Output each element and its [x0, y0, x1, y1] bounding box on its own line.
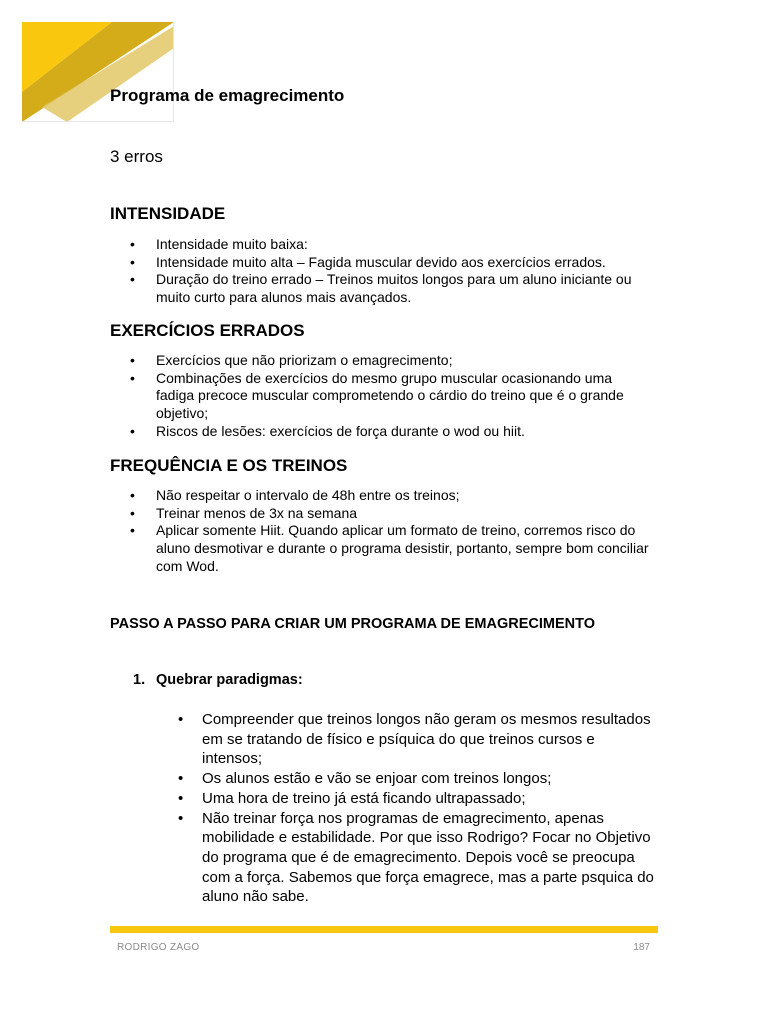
list-item-text: Os alunos estão e vão se enjoar com treinos longos;	[202, 770, 552, 788]
list-item-text: Duração do treino errado – Treinos muitos longos para um aluno iniciante ou muito curto para alunos mais avançados.	[156, 271, 632, 306]
list-item-text: Aplicar somente Hiit. Quando aplicar um formato de treino, corremos risco do aluno desmotivar e durante o programa desistir, portanto, sempre bom conciliar com Wod.	[156, 522, 649, 574]
list-item-text: Combinações de exercícios do mesmo grupo muscular ocasionando uma fadiga precoce muscular comprometendo o cárdio do treino que é o grande objetivo;	[156, 369, 624, 422]
list-item-text: Uma hora de treino já está ficando ultrapassado;	[202, 789, 526, 807]
section-heading: EXERCÍCIOS ERRADOS	[110, 321, 305, 340]
list-item-text: Intensidade muito baixa:	[156, 236, 308, 252]
footer-author: RODRIGO ZAGO	[117, 942, 200, 953]
section-frequencia	[110, 455, 650, 576]
list-item	[178, 710, 658, 769]
bullet-icon: •	[130, 422, 135, 439]
list-item	[110, 236, 650, 254]
list-item	[110, 271, 650, 306]
list-item	[110, 487, 650, 505]
step-label: Quebrar paradigmas:	[156, 672, 303, 688]
bullet-icon: •	[130, 487, 135, 503]
bullet-list	[110, 352, 650, 441]
list-item	[178, 809, 658, 908]
passo-heading: PASSO A PASSO PARA CRIAR UM PROGRAMA DE EMAGRECIMENTO	[110, 616, 595, 632]
list-item	[110, 254, 650, 272]
bullet-list	[110, 487, 650, 576]
bullet-icon: •	[178, 770, 184, 788]
section-heading: INTENSIDADE	[110, 204, 226, 223]
document-title: Programa de emagrecimento	[110, 86, 345, 105]
document-subtitle: 3 erros	[110, 147, 163, 166]
bullet-icon: •	[130, 253, 135, 270]
list-item	[110, 423, 650, 441]
step-heading	[133, 671, 303, 689]
footer-divider	[110, 926, 658, 933]
section-intensidade	[110, 203, 650, 307]
bullet-icon: •	[130, 369, 135, 386]
list-item-text: Não respeitar o intervalo de 48h entre os treinos;	[156, 487, 460, 503]
bullet-icon: •	[178, 711, 184, 728]
bullet-icon: •	[178, 809, 184, 827]
step-bullet-list	[178, 710, 658, 907]
list-item	[178, 769, 658, 789]
bullet-list	[110, 236, 650, 307]
bullet-icon: •	[130, 271, 135, 288]
list-item	[110, 522, 650, 575]
list-item-text: Intensidade muito alta – Fagida muscular devido aos exercícios errados.	[156, 253, 606, 270]
list-item	[110, 352, 650, 370]
list-item	[110, 370, 650, 423]
bullet-icon: •	[130, 352, 135, 368]
section-exercicios-errados	[110, 320, 650, 441]
list-item	[178, 789, 658, 809]
list-item-text: Treinar menos de 3x na semana	[156, 504, 358, 521]
footer-page-number: 187	[633, 942, 650, 953]
list-item-text: Não treinar força nos programas de emagrecimento, apenas mobilidade e estabilidade. Por que isso Rodrigo? Focar no Objetivo do programa que é de emagrecimento. Depois você se preocupa com a força. Sabemos que força emagrece, mas a parte psquica do aluno não sabe.	[202, 809, 654, 906]
list-item-text: Compreender que treinos longos não geram os mesmos resultados em se tratando de físico e psíquica do que treinos cursos e intensos;	[202, 711, 651, 768]
list-item-text: Riscos de lesões: exercícios de força durante o wod ou hiit.	[156, 422, 525, 439]
list-item-text: Exercícios que não priorizam o emagrecimento;	[156, 352, 453, 368]
bullet-icon: •	[130, 504, 135, 521]
list-item	[110, 505, 650, 523]
bullet-icon: •	[178, 789, 184, 807]
bullet-icon: •	[130, 236, 135, 252]
bullet-icon: •	[130, 522, 135, 539]
section-heading: FREQUÊNCIA E OS TREINOS	[110, 456, 348, 475]
step-number: 1.	[133, 672, 146, 688]
corner-decoration	[22, 22, 174, 122]
